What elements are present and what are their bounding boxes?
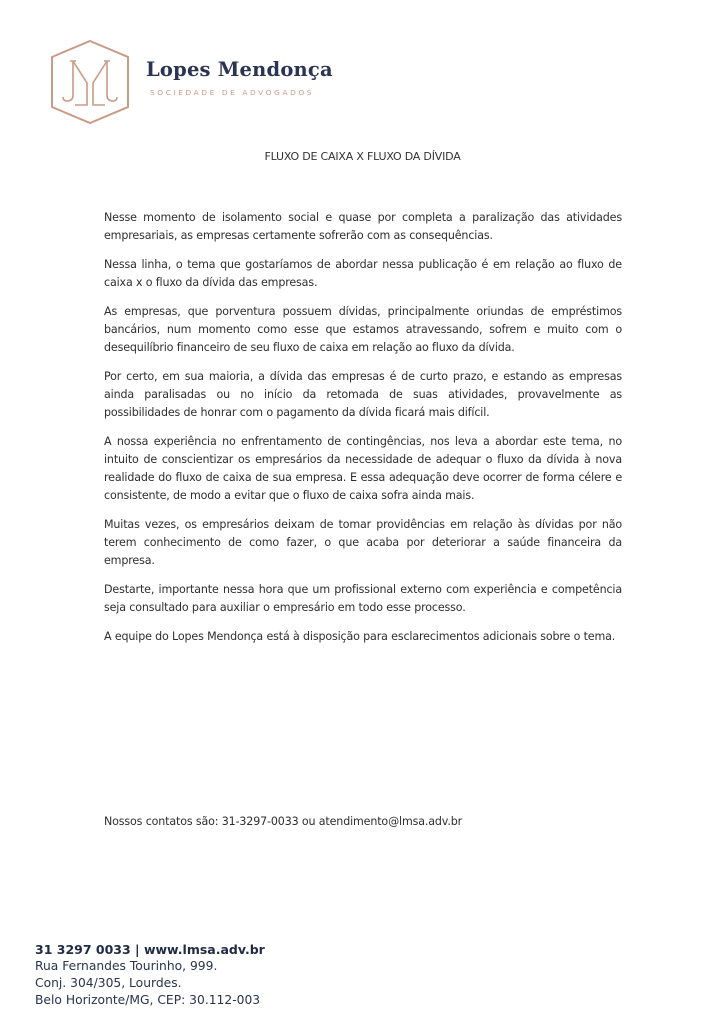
brand-subtitle: SOCIEDADE DE ADVOGADOS — [150, 88, 315, 97]
paragraph: As empresas, que porventura possuem dívidas, principalmente oriundas de empréstimos bancários, num momento como esse que estamos atravessando, sofrem e muito com o desequilíbrio financeiro de seu fluxo de caixa em relação ao fluxo da dívida. — [104, 305, 622, 354]
paragraph: Destarte, importante nessa hora que um profissional externo com experiência e competência seja consultado para auxiliar o empresário em todo esse processo. — [104, 583, 622, 614]
logo-monogram-icon — [47, 39, 133, 125]
paragraph: Por certo, em sua maioria, a dívida das empresas é de curto prazo, e estando as empresas ainda paralisadas ou no início da retomada de suas atividades, provavelmente as possibilidades de honrar com o pagamento da dívida ficará mais difícil. — [104, 370, 622, 419]
paragraph: A nossa experiência no enfrentamento de contingências, nos leva a abordar este tema, no intuito de conscientizar os empresários da necessidade de adequar o fluxo da dívida à nova realidade do fluxo de caixa de sua empresa. E essa adequação deve ocorrer de forma célere e consistente, de modo a evitar que o fluxo de caixa sofra ainda mais. — [104, 435, 622, 502]
footer-phone-web: 31 3297 0033 | www.lmsa.adv.br — [35, 942, 265, 957]
footer-address — [35, 941, 265, 1009]
paragraph: Nesse momento de isolamento social e quase por completa a paralização das atividades empresariais, as empresas certamente sofrerão com as consequências. — [104, 211, 622, 242]
paragraph: Nessa linha, o tema que gostaríamos de abordar nessa publicação é em relação ao fluxo de caixa x o fluxo da dívida das empresas. — [104, 258, 622, 289]
brand-name: Lopes Mendonça — [146, 58, 333, 81]
paragraph: A equipe do Lopes Mendonça está à disposição para esclarecimentos adicionais sobre o tema. — [104, 630, 616, 643]
document-title: FLUXO DE CAIXA X FLUXO DA DÍVIDA — [264, 150, 461, 163]
footer-address-line: Belo Horizonte/MG, CEP: 30.112-003 — [35, 993, 261, 1007]
contacts-line: Nossos contatos são: 31-3297-0033 ou atendimento@lmsa.adv.br — [104, 815, 463, 828]
footer-address-line: Rua Fernandes Tourinho, 999. — [35, 959, 218, 973]
paragraph: Muitas vezes, os empresários deixam de tomar providências em relação às dívidas por não terem conhecimento de como fazer, o que acaba por deteriorar a saúde financeira da empresa. — [104, 518, 622, 567]
footer-address-line: Conj. 304/305, Lourdes. — [35, 976, 182, 990]
document-body — [104, 209, 622, 657]
